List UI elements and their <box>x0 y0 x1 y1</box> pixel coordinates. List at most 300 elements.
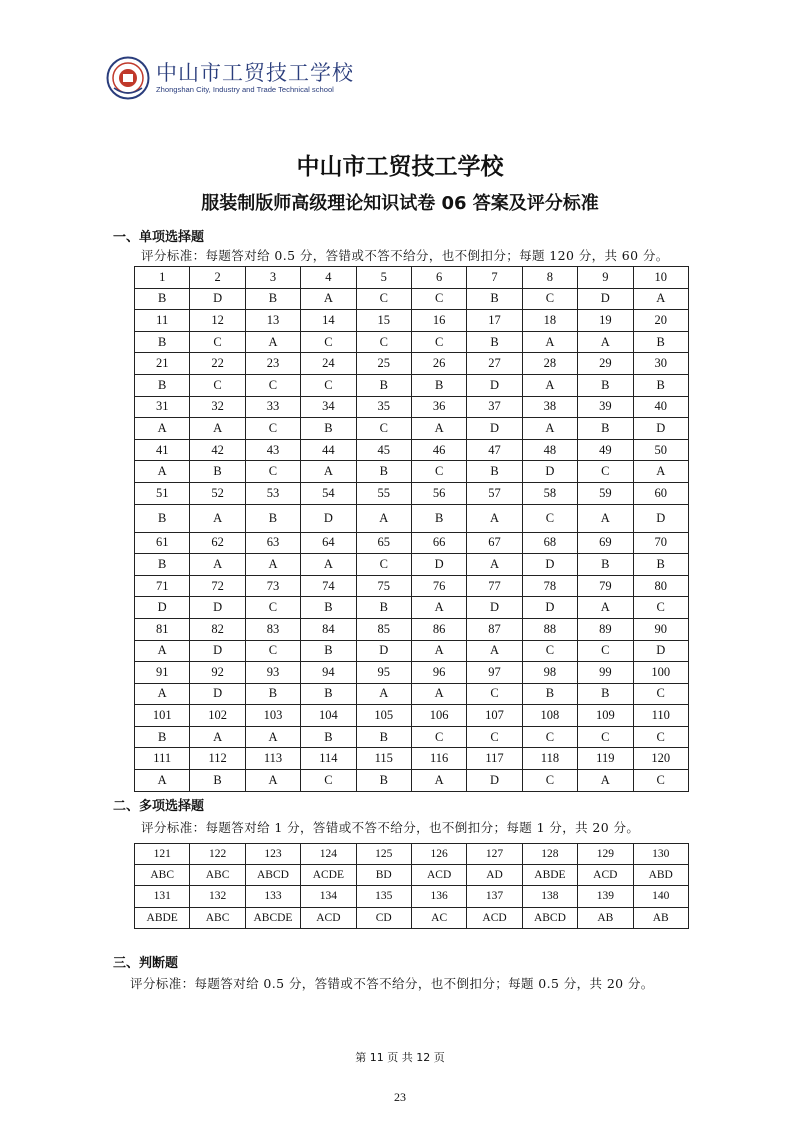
answer-cell: B <box>245 683 300 705</box>
question-number-cell: 23 <box>245 353 300 375</box>
question-number-cell: 10 <box>633 267 688 289</box>
answer-cell: C <box>522 640 577 662</box>
question-number-cell: 79 <box>578 575 633 597</box>
page-number: 23 <box>394 1090 406 1104</box>
question-number-cell: 100 <box>633 662 688 684</box>
question-number-cell: 136 <box>411 886 466 907</box>
question-number-cell: 20 <box>633 310 688 332</box>
question-number-cell: 131 <box>135 886 190 907</box>
answer-cell: C <box>356 554 411 576</box>
question-number-cell: 9 <box>578 267 633 289</box>
answer-cell: ABC <box>190 865 245 886</box>
question-number-cell: 78 <box>522 575 577 597</box>
question-number-cell: 85 <box>356 618 411 640</box>
answer-cell: B <box>578 554 633 576</box>
answer-cell: B <box>578 683 633 705</box>
answer-cell: A <box>190 504 245 532</box>
question-number-cell: 98 <box>522 662 577 684</box>
question-number-cell: 62 <box>190 532 245 554</box>
question-number-row <box>135 662 689 684</box>
question-number-cell: 40 <box>633 396 688 418</box>
question-number-row <box>135 886 689 907</box>
answer-cell: B <box>578 374 633 396</box>
answer-cell: C <box>522 726 577 748</box>
question-number-cell: 13 <box>245 310 300 332</box>
answer-cell: C <box>411 288 466 310</box>
question-number-cell: 6 <box>411 267 466 289</box>
answer-cell: C <box>522 770 577 792</box>
answer-cell: C <box>467 683 522 705</box>
school-logo-icon <box>106 56 150 100</box>
question-number-cell: 92 <box>190 662 245 684</box>
question-number-cell: 51 <box>135 482 190 504</box>
question-number-cell: 75 <box>356 575 411 597</box>
question-number-cell: 41 <box>135 439 190 461</box>
question-number-row <box>135 353 689 375</box>
question-number-cell: 95 <box>356 662 411 684</box>
answer-cell: C <box>467 726 522 748</box>
answer-cell: AB <box>578 907 633 928</box>
question-number-cell: 27 <box>467 353 522 375</box>
question-number-cell: 97 <box>467 662 522 684</box>
question-number-cell: 103 <box>245 705 300 727</box>
question-number-cell: 36 <box>411 396 466 418</box>
question-number-cell: 49 <box>578 439 633 461</box>
answer-cell: A <box>467 640 522 662</box>
answer-cell: C <box>633 770 688 792</box>
question-number-cell: 68 <box>522 532 577 554</box>
page-footer: 第 11 页 共 12 页 <box>355 1051 445 1064</box>
answer-cell: A <box>135 683 190 705</box>
question-number-cell: 50 <box>633 439 688 461</box>
answer-cell: D <box>411 554 466 576</box>
answer-cell: A <box>135 418 190 440</box>
answer-cell: A <box>578 504 633 532</box>
answer-cell: ABC <box>135 865 190 886</box>
question-number-cell: 71 <box>135 575 190 597</box>
question-number-cell: 102 <box>190 705 245 727</box>
answer-cell: A <box>301 461 356 483</box>
answer-cell: D <box>633 418 688 440</box>
question-number-cell: 82 <box>190 618 245 640</box>
answer-cell: ACD <box>578 865 633 886</box>
question-number-cell: 121 <box>135 844 190 865</box>
question-number-cell: 32 <box>190 396 245 418</box>
question-number-cell: 63 <box>245 532 300 554</box>
answer-cell: D <box>135 597 190 619</box>
question-number-cell: 48 <box>522 439 577 461</box>
question-number-cell: 110 <box>633 705 688 727</box>
answer-cell: C <box>301 770 356 792</box>
question-number-cell: 16 <box>411 310 466 332</box>
question-number-cell: 132 <box>190 886 245 907</box>
answer-cell: B <box>135 288 190 310</box>
question-number-cell: 30 <box>633 353 688 375</box>
answer-cell: D <box>467 770 522 792</box>
question-number-cell: 53 <box>245 482 300 504</box>
question-number-cell: 54 <box>301 482 356 504</box>
answer-cell: C <box>411 331 466 353</box>
answer-cell: ACD <box>467 907 522 928</box>
answer-cell: ABCD <box>245 865 300 886</box>
school-name-en: Zhongshan City, Industry and Trade Technical school <box>156 85 334 94</box>
answer-cell: B <box>135 554 190 576</box>
answer-cell: B <box>411 504 466 532</box>
question-number-cell: 128 <box>522 844 577 865</box>
question-number-cell: 138 <box>522 886 577 907</box>
answer-cell: C <box>245 461 300 483</box>
answer-cell: D <box>522 461 577 483</box>
answer-cell: A <box>522 331 577 353</box>
section2-criteria: 评分标准：每题答对给 1 分，答错或不答不给分，也不倒扣分；每题 1 分，共 20 分。 <box>141 820 640 835</box>
answer-cell: B <box>135 374 190 396</box>
question-number-cell: 25 <box>356 353 411 375</box>
question-number-cell: 101 <box>135 705 190 727</box>
question-number-cell: 22 <box>190 353 245 375</box>
question-number-cell: 4 <box>301 267 356 289</box>
question-number-cell: 24 <box>301 353 356 375</box>
answer-cell: D <box>467 418 522 440</box>
question-number-row <box>135 844 689 865</box>
answer-cell: C <box>245 374 300 396</box>
question-number-cell: 73 <box>245 575 300 597</box>
answer-cell: C <box>411 726 466 748</box>
question-number-cell: 26 <box>411 353 466 375</box>
question-number-cell: 66 <box>411 532 466 554</box>
answer-cell: C <box>356 418 411 440</box>
question-number-row <box>135 705 689 727</box>
question-number-cell: 45 <box>356 439 411 461</box>
question-number-cell: 112 <box>190 748 245 770</box>
answer-cell: D <box>467 597 522 619</box>
answer-cell: B <box>135 726 190 748</box>
question-number-cell: 17 <box>467 310 522 332</box>
answer-cell: A <box>522 374 577 396</box>
section3-criteria: 评分标准：每题答对给 0.5 分，答错或不答不给分，也不倒扣分；每题 0.5 分，共 20 分。 <box>130 976 654 991</box>
answer-cell: A <box>245 770 300 792</box>
answer-cell: A <box>356 683 411 705</box>
answer-cell: C <box>245 640 300 662</box>
answer-cell: AB <box>633 907 688 928</box>
question-number-cell: 15 <box>356 310 411 332</box>
question-number-cell: 74 <box>301 575 356 597</box>
section3-heading: 三、判断题 <box>113 956 179 971</box>
answer-cell: A <box>411 640 466 662</box>
answer-cell: B <box>301 726 356 748</box>
question-number-cell: 46 <box>411 439 466 461</box>
answer-row <box>135 504 689 532</box>
question-number-cell: 106 <box>411 705 466 727</box>
answer-cell: ABDE <box>135 907 190 928</box>
answer-cell: D <box>190 288 245 310</box>
question-number-cell: 105 <box>356 705 411 727</box>
answer-cell: C <box>633 683 688 705</box>
answer-cell: B <box>245 288 300 310</box>
answer-cell: C <box>245 597 300 619</box>
answer-row <box>135 726 689 748</box>
question-number-cell: 11 <box>135 310 190 332</box>
question-number-cell: 47 <box>467 439 522 461</box>
answer-cell: C <box>190 331 245 353</box>
question-number-cell: 113 <box>245 748 300 770</box>
answer-cell: A <box>411 770 466 792</box>
question-number-cell: 139 <box>578 886 633 907</box>
question-number-cell: 88 <box>522 618 577 640</box>
question-number-cell: 61 <box>135 532 190 554</box>
answer-cell: C <box>578 726 633 748</box>
question-number-cell: 64 <box>301 532 356 554</box>
answer-cell: A <box>135 461 190 483</box>
question-number-cell: 134 <box>301 886 356 907</box>
question-number-cell: 34 <box>301 396 356 418</box>
answer-cell: B <box>356 726 411 748</box>
answer-cell: A <box>301 554 356 576</box>
answer-cell: A <box>578 331 633 353</box>
question-number-cell: 124 <box>301 844 356 865</box>
question-number-cell: 93 <box>245 662 300 684</box>
answer-cell: D <box>522 597 577 619</box>
question-number-cell: 90 <box>633 618 688 640</box>
question-number-row <box>135 267 689 289</box>
answer-cell: D <box>356 640 411 662</box>
question-number-cell: 21 <box>135 353 190 375</box>
answer-cell: B <box>135 331 190 353</box>
question-number-cell: 33 <box>245 396 300 418</box>
single-choice-answer-table <box>134 266 689 792</box>
answer-cell: B <box>301 597 356 619</box>
question-number-cell: 55 <box>356 482 411 504</box>
school-name-cn: 中山市工贸技工学校 <box>156 61 354 85</box>
answer-cell: D <box>301 504 356 532</box>
answer-cell: A <box>578 770 633 792</box>
question-number-cell: 140 <box>633 886 688 907</box>
question-number-cell: 38 <box>522 396 577 418</box>
question-number-cell: 130 <box>633 844 688 865</box>
answer-cell: B <box>578 418 633 440</box>
question-number-cell: 117 <box>467 748 522 770</box>
answer-cell: D <box>578 288 633 310</box>
document-title: 中山市工贸技工学校 <box>296 154 504 180</box>
section2-heading: 二、多项选择题 <box>113 799 205 814</box>
question-number-cell: 80 <box>633 575 688 597</box>
question-number-cell: 3 <box>245 267 300 289</box>
answer-cell: A <box>190 418 245 440</box>
answer-cell: C <box>578 461 633 483</box>
question-number-cell: 72 <box>190 575 245 597</box>
question-number-cell: 44 <box>301 439 356 461</box>
answer-cell: A <box>411 418 466 440</box>
question-number-cell: 99 <box>578 662 633 684</box>
answer-cell: C <box>356 288 411 310</box>
answer-row <box>135 554 689 576</box>
answer-cell: B <box>356 770 411 792</box>
question-number-cell: 67 <box>467 532 522 554</box>
answer-cell: C <box>356 331 411 353</box>
question-number-cell: 96 <box>411 662 466 684</box>
section1-criteria: 评分标准：每题答对给 0.5 分，答错或不答不给分，也不倒扣分；每题 120 分，共 60 分。 <box>141 248 669 263</box>
question-number-cell: 127 <box>467 844 522 865</box>
question-number-cell: 108 <box>522 705 577 727</box>
answer-cell: A <box>578 597 633 619</box>
answer-cell: C <box>522 288 577 310</box>
answer-cell: A <box>245 331 300 353</box>
answer-row <box>135 907 689 928</box>
question-number-cell: 91 <box>135 662 190 684</box>
question-number-row <box>135 439 689 461</box>
question-number-cell: 120 <box>633 748 688 770</box>
question-number-cell: 7 <box>467 267 522 289</box>
question-number-cell: 89 <box>578 618 633 640</box>
answer-cell: ABCDE <box>245 907 300 928</box>
answer-cell: B <box>411 374 466 396</box>
answer-cell: CD <box>356 907 411 928</box>
answer-cell: A <box>411 597 466 619</box>
answer-cell: D <box>190 683 245 705</box>
question-number-cell: 39 <box>578 396 633 418</box>
answer-cell: B <box>301 640 356 662</box>
answer-cell: C <box>245 418 300 440</box>
answer-row <box>135 288 689 310</box>
answer-cell: A <box>467 554 522 576</box>
question-number-cell: 114 <box>301 748 356 770</box>
answer-cell: B <box>190 461 245 483</box>
answer-cell: D <box>633 640 688 662</box>
answer-cell: A <box>467 504 522 532</box>
question-number-cell: 37 <box>467 396 522 418</box>
question-number-cell: 111 <box>135 748 190 770</box>
answer-cell: A <box>522 418 577 440</box>
question-number-cell: 125 <box>356 844 411 865</box>
question-number-cell: 19 <box>578 310 633 332</box>
question-number-cell: 77 <box>467 575 522 597</box>
answer-cell: ACD <box>301 907 356 928</box>
answer-row <box>135 418 689 440</box>
question-number-row <box>135 532 689 554</box>
answer-cell: B <box>633 374 688 396</box>
question-number-cell: 8 <box>522 267 577 289</box>
answer-cell: B <box>190 770 245 792</box>
answer-row <box>135 331 689 353</box>
question-number-cell: 18 <box>522 310 577 332</box>
answer-cell: A <box>245 726 300 748</box>
question-number-cell: 116 <box>411 748 466 770</box>
answer-cell: C <box>633 726 688 748</box>
question-number-cell: 123 <box>245 844 300 865</box>
school-header <box>106 56 354 100</box>
question-number-cell: 31 <box>135 396 190 418</box>
question-number-cell: 42 <box>190 439 245 461</box>
answer-cell: A <box>245 554 300 576</box>
answer-cell: AC <box>411 907 466 928</box>
question-number-cell: 137 <box>467 886 522 907</box>
answer-cell: B <box>522 683 577 705</box>
answer-cell: B <box>301 683 356 705</box>
question-number-cell: 83 <box>245 618 300 640</box>
answer-cell: C <box>633 597 688 619</box>
question-number-cell: 107 <box>467 705 522 727</box>
answer-cell: D <box>190 640 245 662</box>
question-number-cell: 87 <box>467 618 522 640</box>
answer-cell: B <box>356 461 411 483</box>
answer-row <box>135 640 689 662</box>
question-number-row <box>135 396 689 418</box>
answer-cell: B <box>301 418 356 440</box>
answer-cell: B <box>356 374 411 396</box>
question-number-cell: 57 <box>467 482 522 504</box>
answer-cell: C <box>190 374 245 396</box>
question-number-cell: 76 <box>411 575 466 597</box>
question-number-cell: 14 <box>301 310 356 332</box>
answer-row <box>135 865 689 886</box>
answer-cell: A <box>190 554 245 576</box>
document-subtitle: 服装制版师高级理论知识试卷 06 答案及评分标准 <box>201 193 599 214</box>
question-number-cell: 69 <box>578 532 633 554</box>
question-number-cell: 126 <box>411 844 466 865</box>
answer-cell: B <box>467 331 522 353</box>
question-number-cell: 122 <box>190 844 245 865</box>
answer-cell: ABC <box>190 907 245 928</box>
question-number-cell: 94 <box>301 662 356 684</box>
question-number-row <box>135 482 689 504</box>
answer-cell: D <box>522 554 577 576</box>
question-number-cell: 28 <box>522 353 577 375</box>
answer-cell: A <box>190 726 245 748</box>
answer-cell: C <box>301 374 356 396</box>
answer-cell: B <box>356 597 411 619</box>
answer-cell: ACDE <box>301 865 356 886</box>
answer-cell: BD <box>356 865 411 886</box>
question-number-cell: 104 <box>301 705 356 727</box>
question-number-cell: 65 <box>356 532 411 554</box>
answer-cell: B <box>633 331 688 353</box>
answer-cell: D <box>467 374 522 396</box>
answer-cell: ABD <box>633 865 688 886</box>
answer-row <box>135 461 689 483</box>
answer-cell: A <box>135 770 190 792</box>
answer-cell: A <box>135 640 190 662</box>
answer-cell: C <box>522 504 577 532</box>
answer-cell: B <box>245 504 300 532</box>
answer-cell: A <box>411 683 466 705</box>
answer-cell: D <box>190 597 245 619</box>
answer-cell: C <box>301 331 356 353</box>
question-number-cell: 60 <box>633 482 688 504</box>
multi-choice-answer-table <box>134 843 689 929</box>
answer-row <box>135 683 689 705</box>
answer-row <box>135 770 689 792</box>
question-number-cell: 81 <box>135 618 190 640</box>
answer-cell: A <box>633 288 688 310</box>
answer-cell: ABCD <box>522 907 577 928</box>
question-number-row <box>135 618 689 640</box>
question-number-row <box>135 575 689 597</box>
question-number-cell: 70 <box>633 532 688 554</box>
question-number-cell: 58 <box>522 482 577 504</box>
question-number-cell: 35 <box>356 396 411 418</box>
answer-row <box>135 374 689 396</box>
question-number-row <box>135 748 689 770</box>
answer-cell: AD <box>467 865 522 886</box>
question-number-cell: 135 <box>356 886 411 907</box>
question-number-cell: 43 <box>245 439 300 461</box>
answer-cell: ACD <box>411 865 466 886</box>
answer-cell: B <box>467 288 522 310</box>
answer-cell: C <box>411 461 466 483</box>
school-brand <box>156 61 354 95</box>
question-number-cell: 133 <box>245 886 300 907</box>
answer-cell: B <box>633 554 688 576</box>
question-number-cell: 2 <box>190 267 245 289</box>
